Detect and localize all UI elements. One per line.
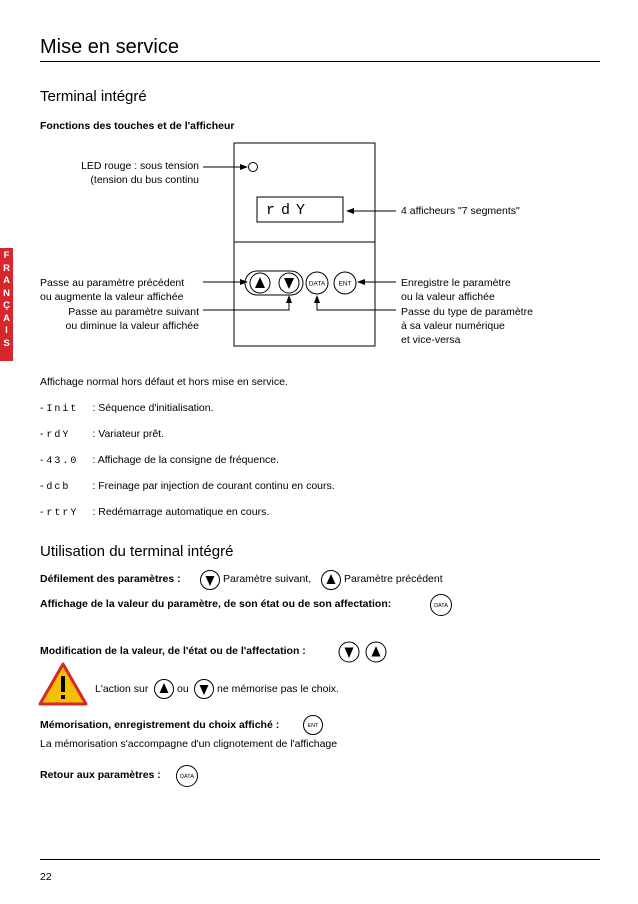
down-key-small[interactable]: [199, 569, 221, 591]
ent-key-label-desc: ou la valeur affichée: [401, 291, 495, 303]
list-item: - Init : Séquence d'initialisation.: [40, 402, 214, 415]
display-label: 4 afficheurs "7 segments": [401, 205, 520, 217]
warning-text: ne mémorise pas le choix.: [217, 683, 339, 695]
state-code: dcb: [46, 482, 71, 493]
data-key-label-desc: à sa valeur numérique: [401, 320, 505, 332]
state-text: Variateur prêt.: [98, 428, 165, 440]
scroll-prev-text: Paramètre précédent: [344, 573, 443, 585]
list-item: - dcb : Freinage par injection de courant continu en cours.: [40, 480, 335, 493]
state-code: rtrY: [46, 508, 79, 519]
data-key-small[interactable]: [429, 593, 453, 617]
arrow-head: [346, 208, 354, 214]
state-code: rdY: [46, 430, 71, 441]
section-title-usage: Utilisation du terminal intégré: [40, 543, 234, 560]
led-label: LED rouge : sous tension: [81, 160, 199, 172]
side-letter: F: [3, 250, 10, 261]
ent-key-label: ENT: [307, 723, 319, 729]
ent-key-label: ENT: [338, 280, 352, 288]
side-letter: A: [3, 275, 10, 286]
scroll-label: Défilement des paramètres :: [40, 573, 181, 585]
section-title-terminal: Terminal intégré: [40, 88, 147, 105]
data-key-small[interactable]: [175, 764, 199, 788]
page-number: 22: [40, 871, 52, 883]
ent-key-small[interactable]: [302, 714, 324, 736]
arrow-head: [240, 164, 248, 170]
section-subtitle: Fonctions des touches et de l'afficheur: [40, 120, 235, 132]
warning-icon: [38, 662, 88, 706]
scroll-next-text: Paramètre suivant,: [223, 573, 312, 585]
up-key-label: Passe au paramètre précédent: [40, 277, 185, 289]
arrow-head: [314, 295, 320, 303]
up-key-label: ou augmente la valeur affichée: [40, 291, 184, 303]
footer-rule: [40, 859, 600, 860]
arrow-head: [357, 279, 365, 285]
up-key-small[interactable]: [364, 640, 388, 664]
side-letter: R: [3, 262, 10, 274]
down-key-label: ou diminue la valeur affichée: [65, 320, 199, 332]
data-key-label: DATA: [434, 603, 448, 609]
ent-key-label-desc: Enregistre le paramètre: [401, 277, 511, 289]
down-key-small[interactable]: [337, 640, 361, 664]
down-key-label: Passe au paramètre suivant: [68, 306, 199, 318]
down-key-small[interactable]: [193, 678, 215, 700]
data-key-label: DATA: [180, 774, 194, 780]
state-code: 43.0: [46, 456, 79, 467]
display-readout: rdY: [266, 202, 312, 219]
side-letter: A: [3, 312, 10, 324]
data-key-label-desc: Passe du type de paramètre: [401, 306, 533, 318]
up-key-small[interactable]: [153, 678, 175, 700]
list-item: - rdY : Variateur prêt.: [40, 428, 165, 441]
arrow-line: [317, 299, 396, 310]
side-letter: N: [3, 287, 10, 299]
modify-label: Modification de la valeur, de l'état ou de l'affectation :: [40, 645, 306, 657]
list-item: - rtrY : Redémarrage automatique en cours.: [40, 506, 270, 519]
warning-text: L'action sur: [95, 683, 149, 695]
led-indicator: [249, 163, 258, 172]
side-letter: I: [5, 325, 8, 336]
led-label: (tension du bus continu: [90, 174, 199, 186]
arrow-head: [286, 295, 292, 303]
arrow-line: [203, 299, 289, 310]
terminal-outline: [234, 143, 375, 346]
arrow-head: [240, 279, 248, 285]
state-text: Affichage de la consigne de fréquence.: [97, 454, 280, 466]
state-text: Séquence d'initialisation.: [98, 402, 214, 414]
save-text: La mémorisation s'accompagne d'un clignotement de l'affichage: [40, 738, 338, 750]
state-code: Init: [46, 404, 79, 415]
display-intro: Affichage normal hors défaut et hors mise en service.: [40, 376, 288, 388]
save-label: Mémorisation, enregistrement du choix affiché :: [40, 719, 280, 731]
state-text: Redémarrage automatique en cours.: [98, 506, 270, 518]
data-key-label: DATA: [308, 280, 326, 288]
list-item: - 43.0 : Affichage de la consigne de fréquence.: [40, 454, 280, 467]
display-value-label: Affichage de la valeur du paramètre, de son état ou de son affectation:: [40, 598, 392, 610]
state-text: Freinage par injection de courant continu en cours.: [98, 480, 335, 492]
side-letter: Ç: [3, 300, 10, 311]
up-key-small[interactable]: [320, 569, 342, 591]
side-letter: S: [3, 337, 10, 349]
return-label: Retour aux paramètres :: [40, 769, 161, 781]
data-key-label-desc: et vice-versa: [401, 334, 461, 346]
page-title: Mise en service: [40, 36, 179, 58]
warning-text: ou: [177, 683, 189, 695]
